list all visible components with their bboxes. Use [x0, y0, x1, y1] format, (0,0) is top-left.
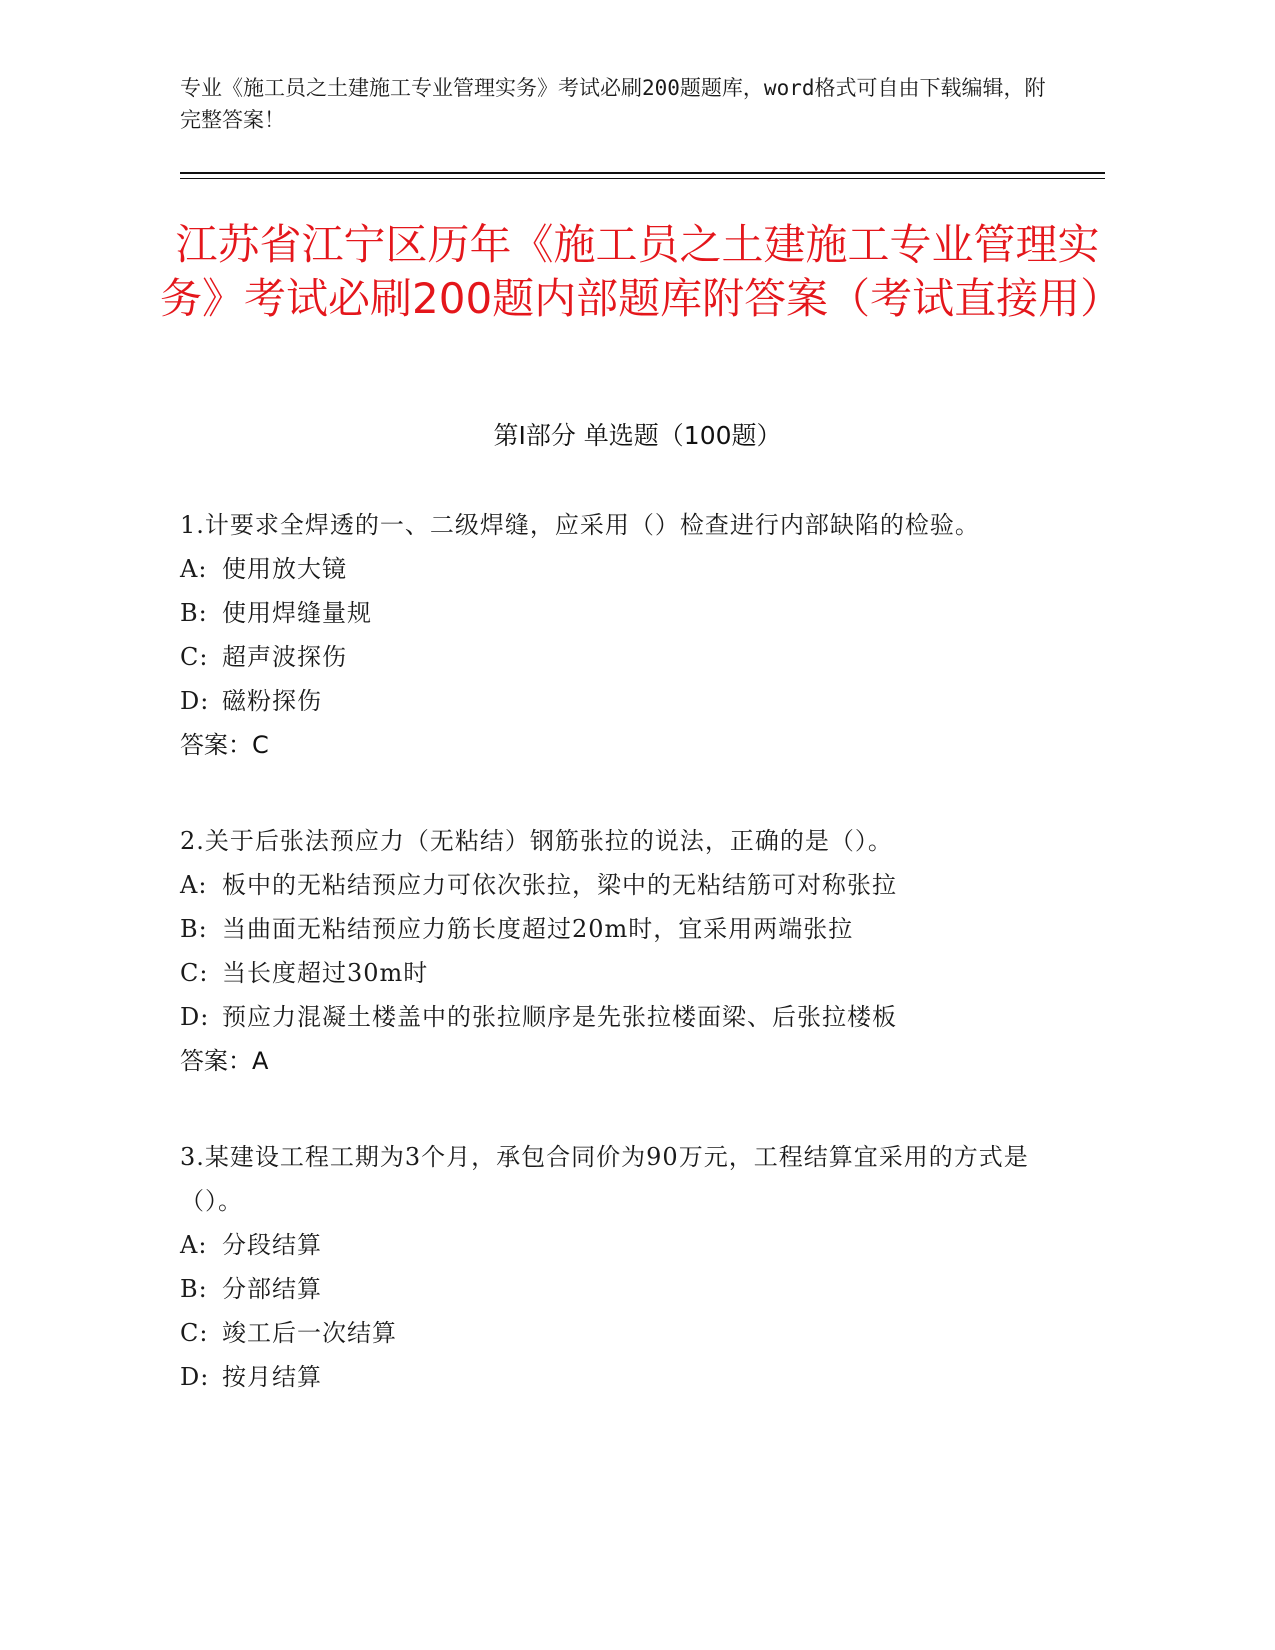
header-note: 专业《施工员之土建施工专业管理实务》考试必刷200题题库，word格式可自由下载编辑，附完整答案！	[180, 76, 1046, 132]
option-text: 当曲面无粘结预应力筋长度超过20m时，宜采用两端张拉	[222, 915, 854, 943]
question-list	[180, 503, 1060, 1451]
option-text: 分段结算	[222, 1231, 322, 1259]
answer-line: 答案：C	[180, 731, 269, 759]
option-c	[180, 951, 1060, 995]
option-letter: D:	[180, 1363, 210, 1391]
option-letter: D:	[180, 687, 210, 715]
option-text: 使用焊缝量规	[222, 599, 372, 627]
option-d	[180, 679, 1060, 723]
option-a	[180, 1223, 1060, 1267]
option-letter: C:	[180, 643, 209, 671]
option-text: 当长度超过30m时	[222, 959, 429, 987]
header-divider-thick	[180, 172, 1105, 174]
option-text: 使用放大镜	[222, 555, 347, 583]
option-text: 分部结算	[222, 1275, 322, 1303]
option-text: 按月结算	[222, 1363, 322, 1391]
option-letter: A:	[180, 871, 208, 899]
option-d	[180, 995, 1060, 1039]
option-text: 磁粉探伤	[222, 687, 322, 715]
option-letter: D:	[180, 1003, 210, 1031]
option-d	[180, 1355, 1060, 1399]
option-b	[180, 907, 1060, 951]
section-heading: 第Ⅰ部分 单选题（100题）	[493, 421, 782, 450]
option-c	[180, 635, 1060, 679]
option-a	[180, 547, 1060, 591]
header-divider-thin	[180, 178, 1105, 179]
option-letter: C:	[180, 959, 209, 987]
question-stem: 3.某建设工程工期为3个月，承包合同价为90万元，工程结算宜采用的方式是（）。	[180, 1143, 1029, 1215]
option-text: 板中的无粘结预应力可依次张拉，梁中的无粘结筋可对称张拉	[222, 871, 897, 899]
option-letter: C:	[180, 1319, 209, 1347]
option-letter: A:	[180, 1231, 208, 1259]
option-letter: B:	[180, 915, 208, 943]
option-c	[180, 1311, 1060, 1355]
document-title: 江苏省江宁区历年《施工员之土建施工专业管理实务》考试必刷200题内部题库附答案（考试直接用）	[160, 220, 1123, 323]
question-1	[180, 503, 1060, 767]
question-3	[180, 1135, 1060, 1399]
option-b	[180, 591, 1060, 635]
option-text: 超声波探伤	[222, 643, 347, 671]
option-b	[180, 1267, 1060, 1311]
option-text: 竣工后一次结算	[222, 1319, 397, 1347]
option-letter: B:	[180, 599, 208, 627]
option-text: 预应力混凝土楼盖中的张拉顺序是先张拉楼面梁、后张拉楼板	[222, 1003, 897, 1031]
option-a	[180, 863, 1060, 907]
answer-line: 答案：A	[180, 1047, 269, 1075]
option-letter: B:	[180, 1275, 208, 1303]
question-2	[180, 819, 1060, 1083]
question-stem: 2.关于后张法预应力（无粘结）钢筋张拉的说法，正确的是（）。	[180, 827, 893, 855]
question-stem: 1.计要求全焊透的一、二级焊缝，应采用（）检查进行内部缺陷的检验。	[180, 511, 980, 539]
option-letter: A:	[180, 555, 208, 583]
